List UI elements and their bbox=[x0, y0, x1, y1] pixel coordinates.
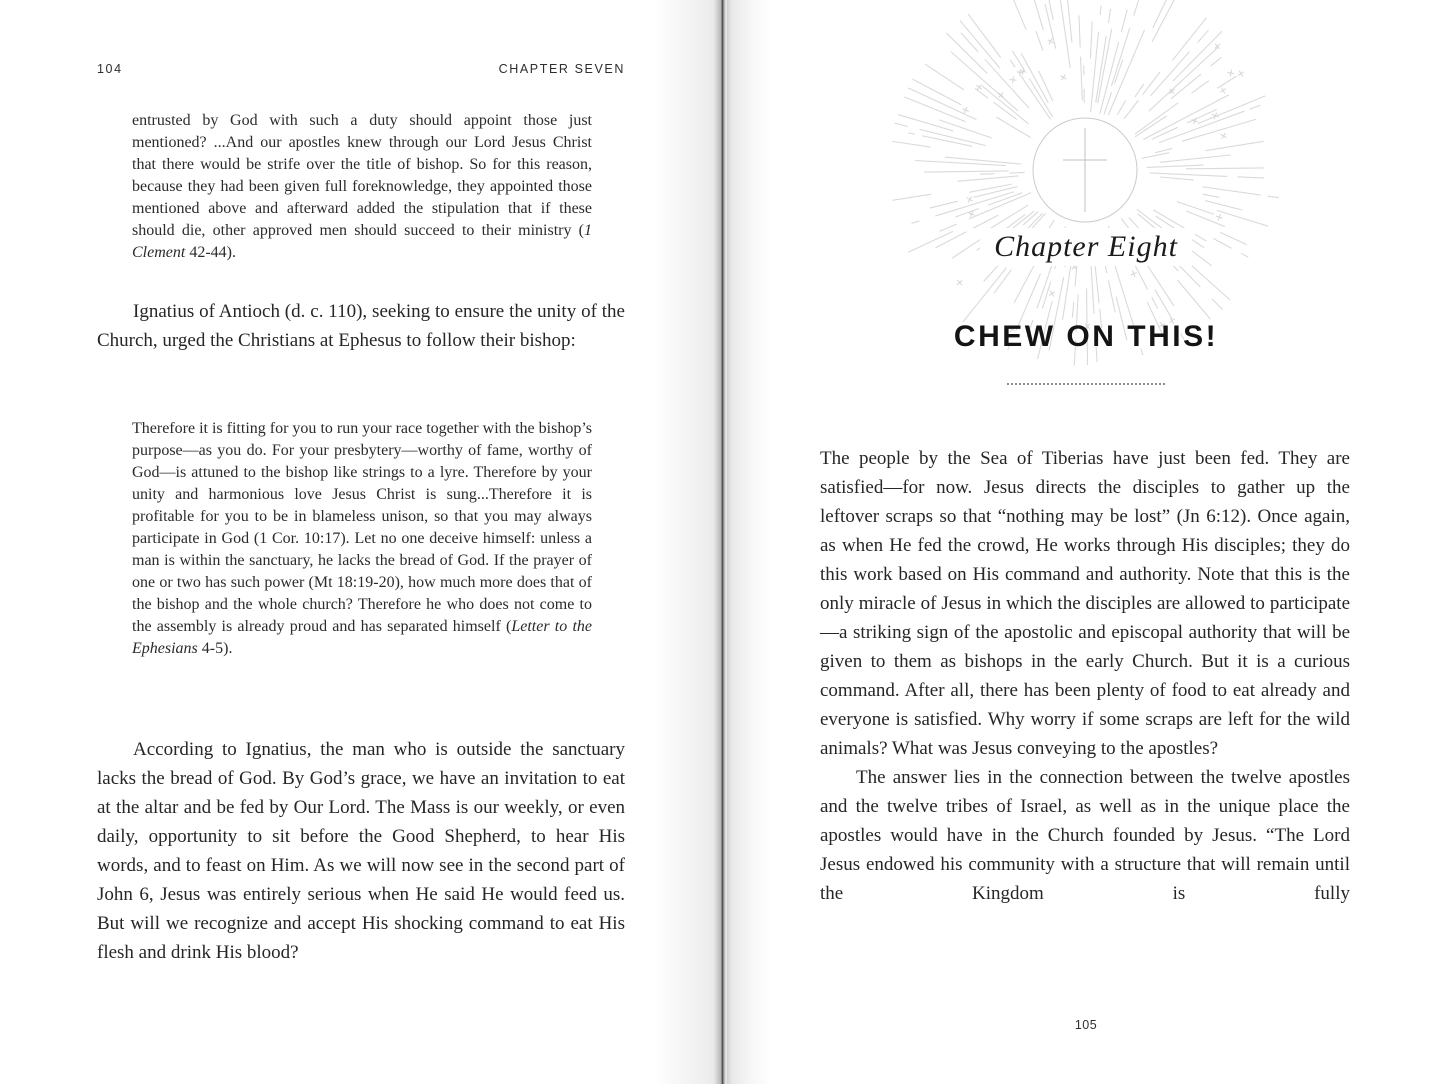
running-head: CHAPTER SEVEN bbox=[498, 62, 625, 76]
quote-citation: Letter to the Ephesians bbox=[132, 618, 593, 657]
dotted-divider-row bbox=[727, 375, 1445, 393]
paragraph-twelve-apostles: The answer lies in the connection between the twelve apostles and the twelve tribes of Israel, as well as in the unique place the apostles would have in the Church founded by Jesus. “The Lord Jesus endowed his community with a structure that will remain until the Kingdom is fully bbox=[820, 767, 1350, 904]
quote-text: Therefore it is fitting for you to run your race together with the bishop’s purpose—as you do. For your presbytery—worthy of fame, worthy of God—is attuned to the bishop like strings to a lyre. Therefore by your unity and harmonious love Jesus Christ is sung...Therefore it is profitable for you to be in blameless unison, so that you may always participate in God (1 Cor. 10:17). Let no one deceive himself: unless a man is within the sanctuary, he lacks the bread of God. If the prayer of one or two has such power (Mt 18:19-20), how much more does that of the bishop and the whole church? Therefore he who does not come to the assembly is already proud and has separated himself ( bbox=[132, 420, 592, 635]
chapter-label-row bbox=[727, 228, 1445, 266]
block-quote-ephesians bbox=[132, 418, 592, 660]
paragraph-ignatius-intro: Ignatius of Antioch (d. c. 110), seeking to ensure the unity of the Church, urged the Christians at Ephesus to follow their bishop: bbox=[97, 301, 625, 351]
block-quote-clement bbox=[132, 110, 592, 264]
page-number-right: 105 bbox=[1074, 1018, 1098, 1032]
quote-text-end: 42-44). bbox=[185, 244, 236, 261]
chapter-body bbox=[820, 444, 1350, 908]
page-header bbox=[97, 62, 625, 76]
paragraph-according-to-ignatius: According to Ignatius, the man who is outside the sanctuary lacks the bread of God. By God’s grace, we have an invitation to eat at the altar and be fed by Our Lord. The Mass is our weekly, or even daily, opportunity to sit before the Good Shepherd, to hear His words, and to feast on Him. As we will now see in the second part of John 6, Jesus was entirely serious when He said He would feed us. But will we recognize and accept His shocking command to eat His flesh and drink His blood? bbox=[97, 739, 625, 963]
chapter-label: Chapter Eight bbox=[980, 228, 1192, 266]
quote-text: entrusted by God with such a duty should appoint those just mentioned? ...And our apostles knew through our Lord Jesus Christ that there would be strife over the title of bishop. So for this reason, because they had been given full foreknowledge, they appointed those mentioned above and afterward added the stipulation that if these should die, other approved men should succeed to their ministry ( bbox=[132, 112, 592, 239]
page-right bbox=[727, 0, 1445, 1084]
dotted-divider bbox=[1007, 383, 1165, 385]
quote-text-end: 4-5). bbox=[197, 640, 233, 657]
chapter-title: CHEW ON THIS! bbox=[953, 320, 1219, 353]
quote-citation: 1 Clement bbox=[132, 222, 592, 261]
page-number-left: 104 bbox=[97, 62, 123, 76]
book-spine-divider bbox=[714, 0, 732, 1084]
paragraph-tiberias: The people by the Sea of Tiberias have just been fed. They are satisfied—for now. Jesus directs the disciples to gather up the leftover scraps so that “nothing may be lost” (Jn 6:12). Once again, as when He fed the crowd, He works through His disciples; they do this work based on His command and authority. Note that this is the only miracle of Jesus in which the disciples are allowed to participate—a striking sign of the apostolic and episcopal authority that will be given to them as bishops in the early Church. But it is a curious command. After all, there has been plenty of food to eat already and everyone is satisfied. Why worry if some scraps are left for the wild animals? What was Jesus conveying to the apostles? bbox=[820, 448, 1350, 759]
